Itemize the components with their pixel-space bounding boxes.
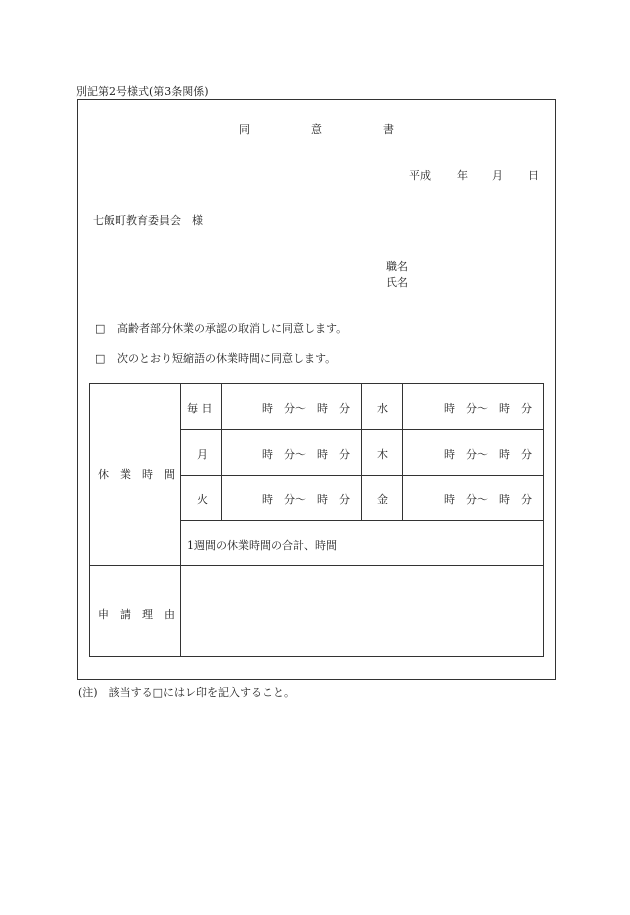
hours-table	[89, 383, 544, 657]
reason-header: 申 請 理 由	[98, 608, 175, 621]
option-hours-consent	[95, 350, 336, 366]
time-range[interactable]: 時 分〜 時 分	[444, 402, 532, 415]
time-range[interactable]: 時 分〜 時 分	[262, 448, 350, 461]
option-cancel-consent	[95, 320, 347, 336]
option-hours-text: 次のとおり短縮語の休業時間に同意します。	[117, 352, 337, 365]
option-cancel-text: 高齢者部分休業の承認の取消しに同意します。	[117, 322, 348, 335]
title-char-2: 意	[311, 123, 322, 136]
day-label: 火	[197, 493, 208, 506]
date-year: 年	[457, 169, 468, 182]
note: (注) 該当する□にはレ印を記入すること。	[78, 686, 295, 699]
day-label: 毎 日	[187, 402, 213, 415]
title-char-1: 同	[239, 123, 250, 136]
section-divider	[90, 565, 543, 566]
date-day: 日	[528, 169, 539, 182]
col-divider-2	[361, 384, 362, 520]
addressee: 七飯町教育委員会 様	[93, 214, 203, 227]
name-label: 氏名	[386, 276, 408, 289]
time-range[interactable]: 時 分〜 時 分	[444, 448, 532, 461]
day-label: 月	[197, 448, 208, 461]
post-label: 職名	[386, 260, 408, 273]
form-label: 別記第2号様式(第3条関係)	[76, 85, 209, 98]
weekly-total[interactable]: 1週間の休業時間の合計、時間	[187, 539, 337, 552]
day-label: 金	[377, 493, 388, 506]
date-month: 月	[492, 169, 503, 182]
checkbox-hours[interactable]: □	[95, 352, 106, 365]
time-range[interactable]: 時 分〜 時 分	[444, 493, 532, 506]
time-range[interactable]: 時 分〜 時 分	[262, 493, 350, 506]
date-era: 平成	[409, 169, 431, 182]
col-divider-3	[402, 384, 403, 520]
col-divider-1	[221, 384, 222, 520]
hours-header: 休 業 時 間	[98, 468, 175, 481]
row-divider-3	[180, 520, 543, 521]
time-range[interactable]: 時 分〜 時 分	[262, 402, 350, 415]
title-char-3: 書	[383, 123, 394, 136]
day-label: 水	[377, 402, 388, 415]
day-label: 木	[377, 448, 388, 461]
checkbox-cancel[interactable]: □	[95, 322, 106, 335]
